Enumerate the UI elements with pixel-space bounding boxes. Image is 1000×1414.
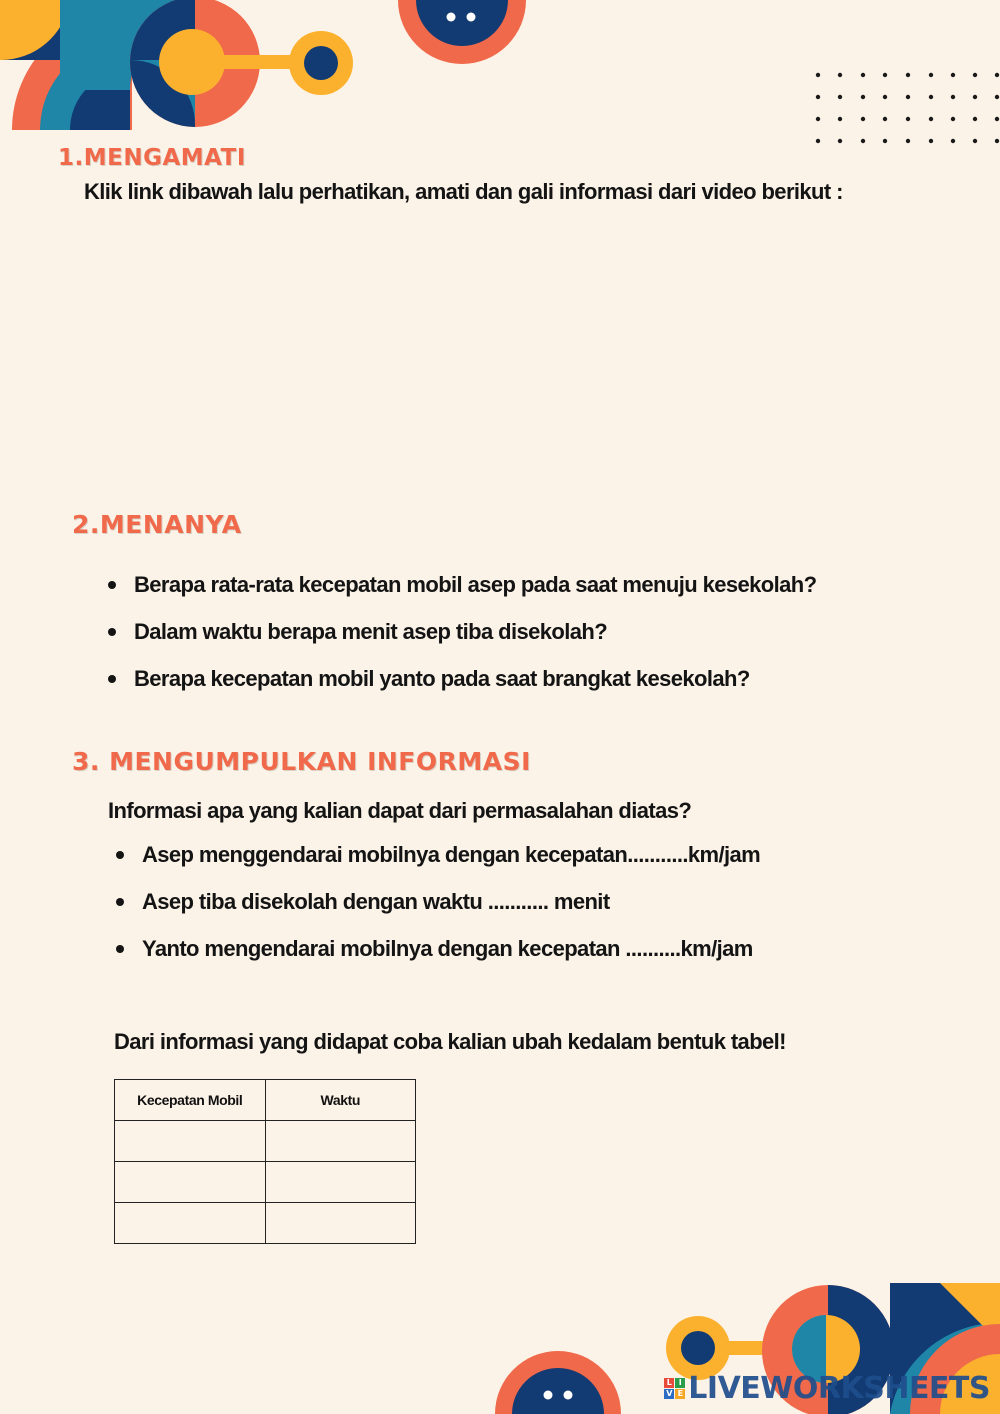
table-row xyxy=(115,1121,416,1162)
table-header-time: Waktu xyxy=(265,1080,415,1121)
logo-letter: V xyxy=(666,1389,673,1398)
table-cell[interactable] xyxy=(265,1203,415,1244)
section3-heading: 3. MENGUMPULKAN INFORMASI xyxy=(72,747,531,776)
bullet-icon xyxy=(116,851,124,859)
info-text: Asep tiba disekolah dengan waktu ........... menit xyxy=(142,889,610,914)
dot-grid-decoration xyxy=(808,66,1000,150)
info-text: Asep menggendarai mobilnya dengan kecepatan...........km/jam xyxy=(142,842,761,867)
top-left-decoration xyxy=(0,0,360,135)
table-cell[interactable] xyxy=(265,1162,415,1203)
list-item xyxy=(108,571,816,618)
section3-prompt: Informasi apa yang kalian dapat dari permasalahan diatas? xyxy=(108,798,692,823)
info-list xyxy=(116,841,760,982)
logo-letter: L xyxy=(664,1378,674,1388)
bullet-icon xyxy=(116,945,124,953)
bullet-icon xyxy=(116,898,124,906)
watermark-text: LIVEWORKSHEETS xyxy=(688,1371,990,1406)
question-text: Berapa kecepatan mobil yanto pada saat brangkat kesekolah? xyxy=(134,666,750,691)
question-text: Dalam waktu berapa menit asep tiba disekolah? xyxy=(134,619,608,644)
logo-letter: E xyxy=(675,1389,685,1399)
table-row xyxy=(115,1162,416,1203)
bullet-icon xyxy=(108,581,116,589)
section1-heading: 1.MENGAMATI xyxy=(58,145,246,171)
bullet-icon xyxy=(108,675,116,683)
question-list xyxy=(108,571,816,712)
list-item xyxy=(116,935,760,982)
list-item xyxy=(108,618,816,665)
bottom-face-decoration xyxy=(495,1350,621,1414)
question-text: Berapa rata-rata kecepatan mobil asep pada saat menuju kesekolah? xyxy=(134,572,817,597)
video-placeholder[interactable] xyxy=(84,220,914,490)
bullet-icon xyxy=(108,628,116,636)
list-item xyxy=(108,665,816,712)
answer-table xyxy=(114,1079,416,1244)
table-instruction: Dari informasi yang didapat coba kalian ubah kedalam bentuk tabel! xyxy=(114,1029,786,1054)
table-row xyxy=(115,1203,416,1244)
logo-letter: I xyxy=(675,1378,685,1388)
table-cell[interactable] xyxy=(265,1121,415,1162)
table-header-speed: Kecepatan Mobil xyxy=(115,1080,266,1121)
list-item xyxy=(116,888,760,935)
liveworksheets-logo-icon xyxy=(664,1378,685,1399)
info-text: Yanto mengendarai mobilnya dengan kecepatan ..........km/jam xyxy=(142,936,753,961)
table-cell[interactable] xyxy=(115,1162,266,1203)
section2-heading: 2.MENANYA xyxy=(72,510,242,539)
table-cell[interactable] xyxy=(115,1121,266,1162)
liveworksheets-watermark xyxy=(664,1371,990,1406)
section1-instruction: Klik link dibawah lalu perhatikan, amati dan gali informasi dari video berikut : xyxy=(84,179,843,204)
table-cell[interactable] xyxy=(115,1203,266,1244)
top-face-decoration xyxy=(398,0,526,65)
list-item xyxy=(116,841,760,888)
